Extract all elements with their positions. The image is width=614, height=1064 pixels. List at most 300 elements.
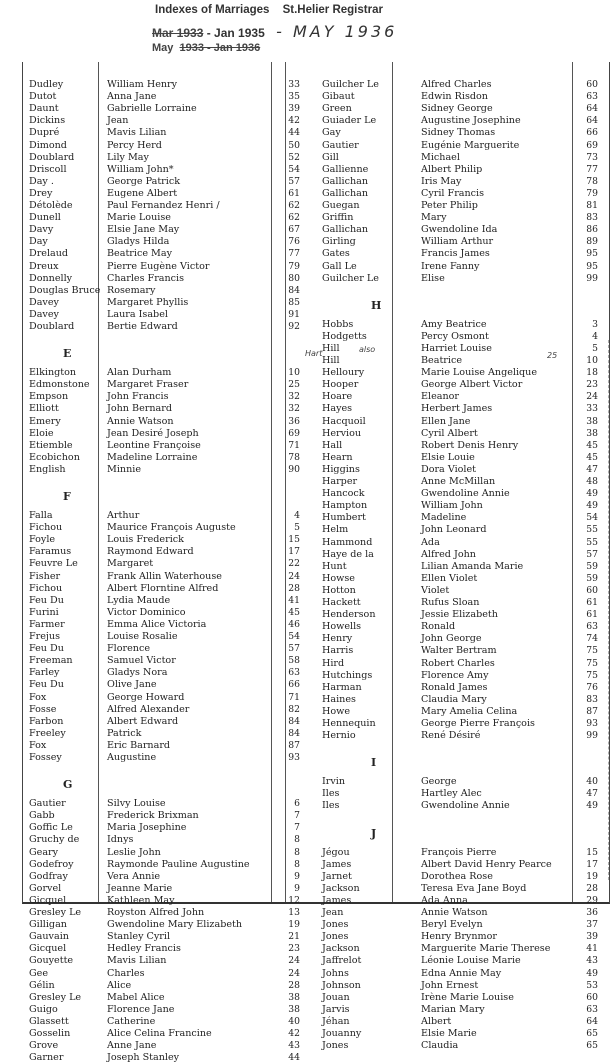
forenames-cell: Hedley Francis bbox=[107, 943, 181, 955]
index-row bbox=[23, 810, 313, 822]
index-row bbox=[316, 319, 609, 331]
surname-cell: Gee bbox=[29, 967, 49, 979]
entry-number: 90 bbox=[288, 463, 300, 475]
forenames-cell: Stanley Cyril bbox=[107, 931, 171, 943]
entry-number: 8 bbox=[294, 858, 300, 870]
entry-number: 75 bbox=[586, 669, 598, 681]
entry-number: 33 bbox=[288, 79, 300, 90]
index-row bbox=[23, 164, 313, 176]
surname-cell: Fox bbox=[29, 691, 47, 703]
surname-cell: Fosse bbox=[29, 703, 57, 715]
forenames-cell: Samuel Victor bbox=[107, 655, 176, 667]
entry-number: 75 bbox=[586, 645, 598, 657]
forenames-cell: Elsie Louie bbox=[421, 451, 475, 463]
index-row bbox=[23, 847, 313, 859]
entry-number: 25 bbox=[288, 379, 300, 391]
surname-cell: Hancock bbox=[322, 488, 365, 500]
entry-number: 46 bbox=[288, 618, 300, 630]
surname-cell: Hacquoil bbox=[322, 415, 366, 427]
entry-number: 71 bbox=[288, 691, 300, 703]
forenames-cell: Raymond Edward bbox=[107, 546, 194, 558]
forenames-cell: Beatrice May bbox=[107, 248, 173, 260]
index-row bbox=[23, 379, 313, 391]
index-row bbox=[23, 643, 313, 655]
surname-cell: Hill bbox=[322, 342, 340, 354]
forenames-cell: Bertie Edward bbox=[107, 321, 178, 332]
index-row bbox=[316, 200, 609, 212]
surname-cell: Hodgetts bbox=[322, 330, 367, 342]
forenames-cell: Florence Amy bbox=[421, 669, 489, 681]
entry-number: 77 bbox=[288, 248, 300, 260]
entry-number: 10 bbox=[288, 367, 300, 379]
index-row bbox=[23, 895, 313, 907]
index-row bbox=[23, 273, 313, 285]
surname-cell: Gill bbox=[322, 151, 339, 163]
surname-cell: Helm bbox=[322, 524, 349, 536]
surname-cell: Gruchy de bbox=[29, 834, 80, 846]
entry-number: 54 bbox=[288, 163, 300, 175]
forenames-cell: Lilian Amanda Marie bbox=[421, 560, 524, 572]
forenames-cell: Alfred Charles bbox=[421, 79, 492, 90]
surname-cell: Faramus bbox=[29, 546, 72, 558]
surname-cell: English bbox=[29, 463, 66, 475]
surname-cell: Henderson bbox=[322, 609, 376, 621]
index-row bbox=[23, 212, 313, 224]
forenames-cell: Olive Jane bbox=[107, 679, 157, 691]
surname-cell: Farmer bbox=[29, 618, 65, 630]
index-row bbox=[316, 706, 609, 718]
index-row bbox=[316, 931, 609, 943]
index-row bbox=[316, 464, 609, 476]
forenames-cell: Marian Mary bbox=[421, 1003, 485, 1015]
surname-cell: Dudley bbox=[29, 79, 64, 90]
surname-cell: Douglas Bruce bbox=[29, 284, 101, 296]
forenames-cell: Albert bbox=[421, 1015, 452, 1027]
index-row bbox=[316, 968, 609, 980]
forenames-cell: Jean Desiré Joseph bbox=[107, 427, 199, 439]
entry-number: 8 bbox=[294, 834, 300, 846]
index-row bbox=[316, 670, 609, 682]
entry-number: 60 bbox=[586, 79, 598, 90]
index-row bbox=[23, 367, 313, 379]
entry-number: 18 bbox=[586, 367, 598, 379]
index-row bbox=[23, 583, 313, 595]
index-row bbox=[23, 704, 313, 716]
surname-cell: Farbon bbox=[29, 715, 64, 727]
entry-number: 66 bbox=[586, 127, 598, 139]
surname-cell: Gallichan bbox=[322, 187, 369, 199]
entry-number: 64 bbox=[586, 115, 598, 127]
forenames-cell: Silvy Louise bbox=[107, 798, 166, 810]
forenames-cell: Eric Barnard bbox=[107, 739, 171, 751]
entry-number: 95 bbox=[586, 248, 598, 260]
surname-cell: Gresley Le bbox=[29, 991, 82, 1003]
surname-cell: Harman bbox=[322, 681, 362, 693]
surname-cell: Ecobichon bbox=[29, 451, 80, 463]
forenames-cell: Alfred Alexander bbox=[107, 703, 190, 715]
forenames-cell: Violet bbox=[421, 584, 450, 596]
surname-cell: Hennequin bbox=[322, 718, 376, 729]
index-row bbox=[23, 1052, 313, 1064]
forenames-cell: Madeline bbox=[421, 512, 467, 524]
index-row bbox=[316, 573, 609, 585]
scan-edge bbox=[608, 340, 609, 880]
forenames-cell: Beatrice bbox=[421, 355, 463, 366]
forenames-cell: Augustine bbox=[107, 752, 157, 763]
surname-cell: Day . bbox=[29, 175, 54, 187]
forenames-cell: Walter Bertram bbox=[421, 645, 497, 657]
surname-cell: Irvin bbox=[322, 776, 346, 788]
forenames-cell: Harriet Louise bbox=[421, 342, 492, 354]
surname-cell: Jouanny bbox=[322, 1028, 362, 1039]
surname-cell: Guegan bbox=[322, 200, 360, 211]
forenames-cell: Ellen Jane bbox=[421, 415, 471, 427]
index-row bbox=[316, 859, 609, 871]
surname-cell: Haines bbox=[322, 693, 356, 705]
index-row bbox=[23, 321, 313, 333]
entry-number: 64 bbox=[586, 103, 598, 115]
index-row bbox=[316, 248, 609, 260]
index-row bbox=[23, 859, 313, 871]
index-row bbox=[316, 524, 609, 536]
entry-number: 86 bbox=[586, 224, 598, 236]
index-row bbox=[23, 391, 313, 403]
forenames-cell: Albert Edward bbox=[107, 715, 179, 727]
entry-number: 69 bbox=[586, 139, 598, 151]
forenames-cell: John George bbox=[421, 633, 482, 645]
forenames-cell: George Howard bbox=[107, 691, 185, 703]
surname-cell: Empson bbox=[29, 391, 69, 403]
surname-cell: Johns bbox=[322, 967, 349, 979]
forenames-cell: Frank Allin Waterhouse bbox=[107, 570, 222, 582]
surname-cell: Doublard bbox=[29, 321, 75, 332]
entry-number: 12 bbox=[288, 894, 300, 906]
surname-cell: Hobbs bbox=[322, 318, 354, 330]
entry-number: 13 bbox=[288, 907, 300, 918]
entry-number: 41 bbox=[288, 594, 300, 606]
surname-cell: Détolède bbox=[29, 200, 73, 211]
surname-cell: Drey bbox=[29, 187, 53, 199]
entry-number: 87 bbox=[586, 705, 598, 717]
index-row bbox=[23, 919, 313, 931]
index-row bbox=[316, 694, 609, 706]
forenames-cell: Elsie Marie bbox=[421, 1028, 477, 1039]
entry-number: 63 bbox=[288, 667, 300, 679]
forenames-cell: John Ernest bbox=[421, 979, 479, 991]
entry-number: 78 bbox=[288, 451, 300, 463]
index-row bbox=[316, 416, 609, 428]
surname-cell: Fisher bbox=[29, 570, 61, 582]
forenames-cell: Louis Frederick bbox=[107, 534, 184, 546]
forenames-cell: Catherine bbox=[107, 1015, 156, 1027]
index-row bbox=[23, 752, 313, 764]
forenames-cell: Robert Charles bbox=[421, 657, 495, 669]
entry-number: 63 bbox=[586, 621, 598, 633]
surname-cell: Feuvre Le bbox=[29, 558, 78, 570]
index-row bbox=[316, 1028, 609, 1040]
forenames-cell: Gladys Nora bbox=[107, 667, 168, 679]
entry-number: 76 bbox=[288, 236, 300, 248]
index-row bbox=[23, 907, 313, 919]
surname-cell: Driscoll bbox=[29, 163, 67, 175]
index-row bbox=[23, 297, 313, 309]
index-row bbox=[316, 355, 609, 367]
forenames-cell: Léonie Louise Marie bbox=[421, 955, 521, 967]
surname-cell: Gates bbox=[322, 248, 350, 260]
index-row bbox=[316, 236, 609, 248]
entry-number: 10 bbox=[586, 355, 598, 366]
forenames-cell: Florence bbox=[107, 643, 150, 655]
handwritten-note: also bbox=[359, 345, 376, 354]
surname-cell: Hall bbox=[322, 439, 343, 451]
forenames-cell: Emma Alice Victoria bbox=[107, 618, 207, 630]
surname-cell: Fossey bbox=[29, 752, 62, 763]
forenames-cell: Alice Celina Francine bbox=[107, 1028, 212, 1039]
handwritten-note: 25 bbox=[547, 351, 558, 360]
index-row bbox=[316, 440, 609, 452]
index-row bbox=[23, 91, 313, 103]
surname-cell: Dickins bbox=[29, 115, 66, 127]
entry-number: 24 bbox=[288, 570, 300, 582]
entry-number: 45 bbox=[586, 451, 598, 463]
index-row bbox=[316, 633, 609, 645]
index-row bbox=[316, 621, 609, 633]
index-row bbox=[316, 788, 609, 800]
subtitle-line bbox=[152, 42, 260, 54]
entry-number: 32 bbox=[288, 391, 300, 403]
surname-cell: Feu Du bbox=[29, 679, 64, 691]
surname-cell: Hooper bbox=[322, 379, 359, 391]
index-row bbox=[23, 248, 313, 260]
surname-cell: Jéhan bbox=[322, 1015, 350, 1027]
entry-number: 43 bbox=[586, 955, 598, 967]
forenames-cell: Ada Anna bbox=[421, 894, 468, 906]
surname-cell: Hearn bbox=[322, 451, 353, 463]
index-row bbox=[23, 667, 313, 679]
forenames-cell: Ada bbox=[421, 536, 440, 548]
surname-cell: Jones bbox=[322, 931, 349, 943]
index-row bbox=[23, 1040, 313, 1052]
index-row bbox=[23, 309, 313, 321]
surname-cell: Freeley bbox=[29, 727, 66, 739]
entry-number: 50 bbox=[288, 139, 300, 151]
forenames-cell: Cyril Albert bbox=[421, 427, 478, 439]
index-row bbox=[23, 261, 313, 273]
entry-number: 66 bbox=[288, 679, 300, 691]
forenames-cell: Hartley Alec bbox=[421, 788, 482, 800]
surname-cell: Daunt bbox=[29, 103, 59, 115]
entry-number: 67 bbox=[288, 224, 300, 236]
section-letter: J bbox=[371, 826, 377, 840]
index-row bbox=[23, 679, 313, 691]
index-row bbox=[316, 992, 609, 1004]
forenames-cell: Anne McMillan bbox=[421, 476, 496, 487]
forenames-cell: William John* bbox=[107, 163, 174, 175]
surname-cell: Hoare bbox=[322, 391, 353, 403]
forenames-cell: Patrick bbox=[107, 727, 142, 739]
entry-number: 54 bbox=[586, 512, 598, 524]
index-row bbox=[23, 115, 313, 127]
entry-number: 99 bbox=[586, 730, 598, 742]
forenames-cell: Henry Brynmor bbox=[421, 931, 497, 943]
entry-number: 47 bbox=[586, 788, 598, 800]
entry-number: 9 bbox=[294, 870, 300, 882]
forenames-cell: Amy Beatrice bbox=[421, 318, 487, 330]
surname-cell: Dupré bbox=[29, 127, 60, 139]
forenames-cell: Vera Annie bbox=[107, 870, 161, 882]
entry-number: 55 bbox=[586, 536, 598, 548]
forenames-cell: Gwendoline Annie bbox=[421, 800, 510, 812]
surname-cell: Hutchings bbox=[322, 669, 373, 681]
surname-cell: Davey bbox=[29, 296, 59, 308]
surname-cell: Jarnet bbox=[322, 870, 352, 882]
entry-number: 15 bbox=[586, 846, 598, 858]
forenames-cell: Marguerite Marie Therese bbox=[421, 943, 551, 955]
entry-number: 4 bbox=[592, 330, 598, 342]
entry-number: 29 bbox=[586, 894, 598, 906]
index-row bbox=[316, 1016, 609, 1028]
surname-cell: Green bbox=[322, 103, 352, 115]
index-row bbox=[23, 834, 313, 846]
forenames-cell: Mary bbox=[421, 212, 447, 224]
index-row bbox=[23, 140, 313, 152]
forenames-cell: George bbox=[421, 776, 457, 788]
forenames-cell: Anne Jane bbox=[107, 1040, 157, 1052]
index-row bbox=[23, 992, 313, 1004]
entry-number: 32 bbox=[288, 403, 300, 415]
index-row bbox=[316, 152, 609, 164]
forenames-cell: Gwendoline Ida bbox=[421, 224, 498, 236]
index-row bbox=[316, 1040, 609, 1052]
document-header bbox=[0, 0, 614, 60]
entry-number: 39 bbox=[586, 931, 598, 943]
index-row bbox=[316, 476, 609, 488]
surname-cell: James bbox=[322, 858, 352, 870]
forenames-cell: Claudia Mary bbox=[421, 693, 487, 705]
surname-cell: Jégou bbox=[322, 846, 350, 858]
index-row bbox=[316, 549, 609, 561]
entry-number: 47 bbox=[586, 463, 598, 475]
index-row bbox=[23, 943, 313, 955]
section-letter: H bbox=[371, 298, 382, 312]
entry-number: 28 bbox=[586, 882, 598, 894]
entry-number: 42 bbox=[288, 1028, 300, 1039]
forenames-cell: Gwendoline Mary Elizabeth bbox=[107, 919, 243, 931]
index-row bbox=[23, 510, 313, 522]
forenames-cell: Arthur bbox=[107, 510, 140, 521]
entry-number: 73 bbox=[586, 151, 598, 163]
entry-number: 83 bbox=[586, 212, 598, 224]
entry-number: 15 bbox=[288, 534, 300, 546]
entry-number: 36 bbox=[586, 907, 598, 918]
index-row bbox=[316, 718, 609, 730]
surname-cell: Fichou bbox=[29, 522, 63, 534]
forenames-cell: Edwin Risdon bbox=[421, 91, 488, 103]
index-row bbox=[316, 428, 609, 440]
surname-cell: Gauvain bbox=[29, 931, 69, 943]
forenames-cell: Gabrielle Lorraine bbox=[107, 103, 197, 115]
forenames-cell: Anna Jane bbox=[107, 91, 157, 103]
index-row bbox=[23, 103, 313, 115]
index-row bbox=[23, 416, 313, 428]
entry-number: 8 bbox=[294, 846, 300, 858]
entry-number: 91 bbox=[288, 308, 300, 320]
entry-number: 65 bbox=[586, 1028, 598, 1039]
entry-number: 3 bbox=[592, 318, 598, 330]
surname-cell: Elkington bbox=[29, 367, 77, 379]
forenames-cell: Paul Fernandez Henri / bbox=[107, 200, 220, 211]
index-row bbox=[316, 883, 609, 895]
surname-cell: Foyle bbox=[29, 534, 56, 546]
entry-number: 59 bbox=[586, 572, 598, 584]
surname-cell: Etiemble bbox=[29, 439, 73, 451]
forenames-cell: Royston Alfred John bbox=[107, 907, 205, 918]
index-row bbox=[23, 452, 313, 464]
entry-number: 80 bbox=[288, 272, 300, 284]
index-row bbox=[316, 103, 609, 115]
forenames-cell: George Pierre François bbox=[421, 718, 535, 729]
forenames-cell: Madeline Lorraine bbox=[107, 451, 198, 463]
entry-number: 82 bbox=[288, 703, 300, 715]
index-row bbox=[23, 522, 313, 534]
surname-cell: Griffin bbox=[322, 212, 354, 224]
entry-number: 35 bbox=[288, 91, 300, 103]
forenames-cell: Gwendoline Annie bbox=[421, 488, 510, 500]
index-row bbox=[23, 224, 313, 236]
surname-cell: Edmonstone bbox=[29, 379, 90, 391]
index-row bbox=[23, 595, 313, 607]
right-index-column bbox=[316, 62, 609, 1052]
forenames-cell: George Patrick bbox=[107, 175, 181, 187]
entry-number: 22 bbox=[288, 558, 300, 570]
forenames-cell: Ronald James bbox=[421, 681, 488, 693]
surname-cell: Howe bbox=[322, 705, 351, 717]
surname-cell: Iles bbox=[322, 788, 340, 800]
forenames-cell: John Francis bbox=[107, 391, 169, 403]
entry-number: 6 bbox=[294, 798, 300, 810]
surname-cell: Goffic Le bbox=[29, 822, 73, 834]
struck-range-start: Mar 1933 bbox=[152, 26, 204, 40]
surname-cell: Gilligan bbox=[29, 919, 67, 931]
surname-cell: Furini bbox=[29, 606, 59, 618]
entry-number: 17 bbox=[586, 858, 598, 870]
entry-number: 93 bbox=[288, 752, 300, 763]
section-letter: I bbox=[371, 756, 377, 770]
forenames-cell: Alfred John bbox=[421, 548, 476, 560]
forenames-cell: Beryl Evelyn bbox=[421, 919, 483, 931]
forenames-cell: William Arthur bbox=[421, 236, 494, 248]
surname-cell: Harris bbox=[322, 645, 354, 657]
forenames-cell: Irène Marie Louise bbox=[421, 991, 514, 1003]
entry-number: 79 bbox=[288, 260, 300, 272]
entry-number: 87 bbox=[288, 739, 300, 751]
index-row bbox=[316, 140, 609, 152]
entry-number: 40 bbox=[586, 776, 598, 788]
surname-cell: Henry bbox=[322, 633, 353, 645]
index-row bbox=[316, 682, 609, 694]
index-row bbox=[316, 537, 609, 549]
index-row bbox=[316, 730, 609, 742]
forenames-cell: Claudia bbox=[421, 1040, 459, 1052]
forenames-cell: Mavis Lilian bbox=[107, 955, 167, 967]
surname-cell: Hunt bbox=[322, 560, 347, 572]
index-row bbox=[23, 285, 313, 297]
surname-cell: Frejus bbox=[29, 631, 60, 642]
surname-cell: Haye de la bbox=[322, 548, 374, 560]
surname-cell: Hird bbox=[322, 657, 345, 669]
entry-number: 81 bbox=[586, 200, 598, 211]
surname-cell: Fichou bbox=[29, 582, 63, 594]
